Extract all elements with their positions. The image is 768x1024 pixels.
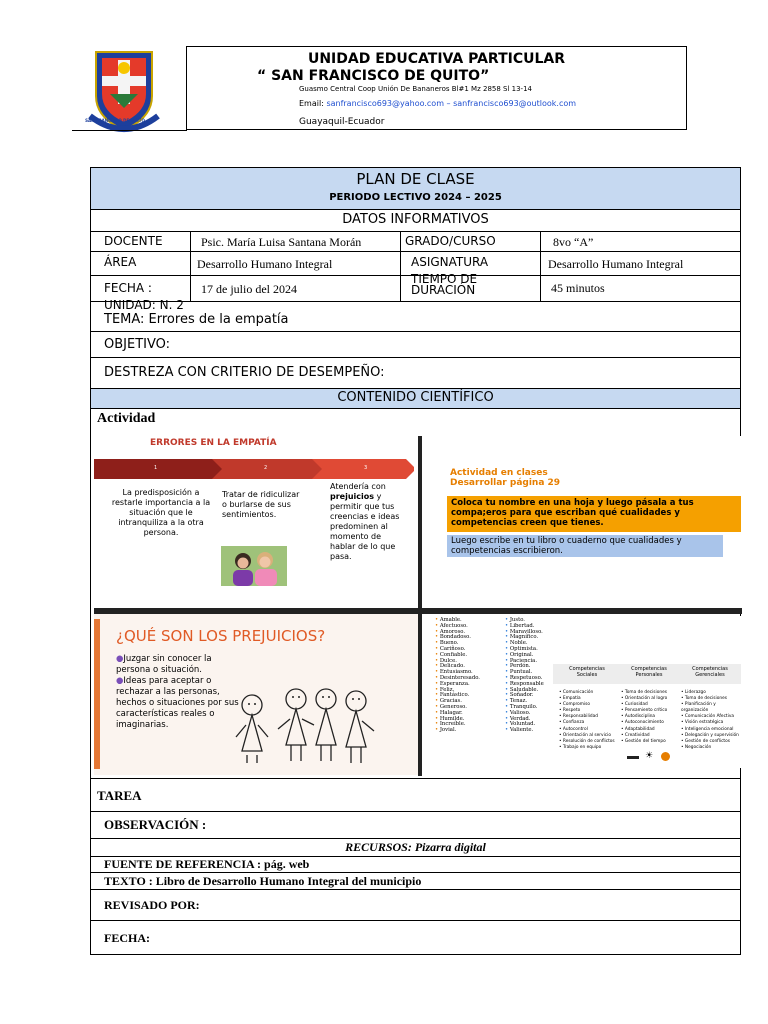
slide1-col3-a: Atendería con <box>330 482 386 491</box>
competencia-item-text: Adaptabilidad <box>624 726 655 732</box>
bullet-icon: • <box>559 720 563 726</box>
value-item-text: Puntual. <box>509 669 533 676</box>
bullet-icon: • <box>681 690 685 695</box>
value-item-text: Fantástico. <box>439 692 470 699</box>
bullet-icon: • <box>681 744 685 750</box>
bullet-icon: • <box>435 721 440 728</box>
value-item-text: Gracias. <box>439 698 462 705</box>
bullet-icon: • <box>435 692 440 699</box>
value-item-text: Amable. <box>439 617 462 623</box>
bullet-icon: • <box>435 727 440 734</box>
header-gerenciales: Competencias Gerenciales <box>692 666 728 678</box>
slide-actividad-en-clases <box>431 436 741 612</box>
bullet-icon: • <box>621 696 625 702</box>
slide3-item1-text: Juzgar sin conocer la persona o situación. <box>116 654 212 675</box>
competencia-item-text: Planificación y organización <box>681 702 716 714</box>
asignatura-label: ASIGNATURA <box>411 255 489 269</box>
slide-divider-horizontal <box>94 608 742 614</box>
bullet-icon: • <box>681 732 685 738</box>
fecha-value: 17 de julio del 2024 <box>201 282 297 296</box>
value-item-text: Halagar. <box>439 709 463 716</box>
competencia-item-text: Liderazgo <box>684 690 706 695</box>
competencia-item-text: Autocontrol <box>562 726 588 732</box>
value-item-text: Afectuoso. <box>439 622 468 629</box>
slide1-col3-bold: prejuicios <box>330 492 375 501</box>
tarea-label: TAREA <box>97 788 142 803</box>
bullet-icon: • <box>621 690 625 695</box>
bullet-icon: ● <box>116 654 124 664</box>
competencia-item-text: Gestión del tiempo <box>624 738 666 744</box>
competencia-item-text: Negociación <box>684 744 712 750</box>
bullet-icon: • <box>505 715 510 722</box>
bullet-icon: • <box>621 714 625 720</box>
value-item-text: Bueno. <box>439 640 459 647</box>
competencia-item-text: Toma de decisiones <box>684 696 727 702</box>
slide1-col1: La predisposición a restarle importancia a la situación que le intranquiliza a la otra persona. <box>111 488 211 537</box>
grado-value: 8vo “A” <box>553 235 594 249</box>
tarea-row <box>91 779 740 812</box>
value-item-text: Tranquilo. <box>509 703 538 710</box>
bullet-icon: • <box>505 617 510 623</box>
asignatura-value: Desarrollo Humano Integral <box>548 257 684 271</box>
bullet-icon: • <box>681 714 685 720</box>
fuente-row <box>91 857 740 873</box>
observacion-row <box>91 812 740 839</box>
decor-sun-icon: ☀ <box>645 751 654 761</box>
bullet-icon: • <box>505 703 510 710</box>
slide1-col3 <box>330 482 408 562</box>
school-address: Guasmo Central Coop Unión De Bananeros Bl#1 Mz 2858 Sl 13-14 <box>299 85 532 93</box>
slide1-col3-c: y permitir que tus creencias e ideas predominen al momento de hablar de lo que pasa. <box>330 492 400 561</box>
value-item-text: Responsable <box>509 680 544 687</box>
bullet-icon: • <box>621 702 625 708</box>
bullet-icon: • <box>435 663 440 670</box>
tema-label: TEMA: Errores de la empatía <box>104 312 289 327</box>
bullet-icon: • <box>435 640 440 647</box>
bullet-icon: • <box>621 720 625 726</box>
bullet-icon: • <box>681 702 685 708</box>
bullet-icon: • <box>435 680 440 687</box>
value-item-text: Saludable. <box>509 686 539 693</box>
bullet-icon: • <box>681 720 685 726</box>
value-item-text: Cariñoso. <box>439 645 466 652</box>
step-2: 2 <box>264 465 268 471</box>
bullet-icon: • <box>435 669 440 676</box>
objetivo-label: OBJETIVO: <box>104 337 171 352</box>
competencia-item-text: Curiosidad <box>624 702 648 708</box>
bullet-icon: • <box>505 634 510 641</box>
logo-caption: SAN FRANCISCO DE QUITO <box>85 118 145 123</box>
fecha-label: FECHA : <box>104 281 152 295</box>
bullet-icon: • <box>681 696 685 702</box>
value-item-text: Humilde. <box>439 715 465 722</box>
slide3-item2-text: Ideas para aceptar o rechazar a las personas, hechos o situaciones por sus características reales o imaginarias. <box>116 676 239 730</box>
decor-dot-icon <box>661 752 670 761</box>
value-item-text: Respetuoso. <box>509 674 543 681</box>
decor-dash-icon <box>627 756 639 759</box>
col-sociales <box>559 690 619 751</box>
slide2-title <box>450 468 560 488</box>
bullet-icon: • <box>505 663 510 670</box>
bullet-icon: • <box>559 714 563 720</box>
value-item-text: Magnífico. <box>509 634 539 641</box>
friends-photo <box>221 546 287 586</box>
fecha-final-row <box>91 921 740 954</box>
destreza-row <box>91 358 740 389</box>
competencia-item-text: Toma de decisiones <box>624 690 667 695</box>
value-item <box>505 728 565 734</box>
value-item-text: Soñador. <box>509 692 534 699</box>
slide3-title: ¿QUÉ SON LOS PREJUICIOS? <box>116 627 326 645</box>
competencia-item-text: Resolución de conflictos <box>562 738 615 744</box>
docente-label: DOCENTE <box>104 234 163 248</box>
value-item-text: Verdad. <box>509 715 531 722</box>
email-separator: – <box>444 99 454 108</box>
col-personales <box>621 690 681 745</box>
slide2-orange-box: Coloca tu nombre en una hoja y luego pásala a tus compa;eros para que escriban qué cualidades y competencias creen que tienes. <box>447 496 741 532</box>
bullet-icon: • <box>505 657 510 664</box>
value-item-text: Increíble. <box>439 721 466 728</box>
actividad-label: Actividad <box>97 411 156 426</box>
value-item-text: Generoso. <box>439 703 467 710</box>
tiempo-label-line1: TIEMPO DE <box>411 272 478 286</box>
value-item-text: Bondadoso. <box>439 634 471 641</box>
unidad-label: UNIDAD: N. 2 <box>104 298 184 312</box>
value-item-text: Libertad. <box>509 622 535 629</box>
plan-period: PERIODO LECTIVO 2024 – 2025 <box>329 192 502 203</box>
bullet-icon: • <box>435 674 440 681</box>
value-item <box>435 728 493 734</box>
competencia-item <box>681 745 739 751</box>
slide2-title-line1: Actividad en clases <box>450 468 548 478</box>
bullet-icon: • <box>559 690 563 695</box>
texto-label: TEXTO : Libro de Desarrollo Humano Integral del municipio <box>104 874 422 888</box>
value-item-text: Jovial. <box>439 727 457 734</box>
bullet-icon: • <box>435 703 440 710</box>
bullet-icon: • <box>505 698 510 705</box>
tiempo-label <box>411 274 477 296</box>
competencia-item-text: Autodisciplina <box>624 714 656 720</box>
bullet-icon: • <box>435 698 440 705</box>
bullet-icon: • <box>435 634 440 641</box>
slide3-list <box>116 654 246 731</box>
value-item-text: Entusiasmo. <box>439 669 473 676</box>
destreza-label: DESTREZA CON CRITERIO DE DESEMPEÑO: <box>104 365 385 380</box>
school-subtitle: “ SAN FRANCISCO DE QUITO” <box>257 68 490 84</box>
school-name: UNIDAD EDUCATIVA PARTICULAR <box>307 51 566 67</box>
competencia-item-text: Empatía <box>562 696 581 702</box>
value-item-text: Feliz. <box>439 686 455 693</box>
competencia-item-text: Orientación al logro <box>624 696 668 702</box>
bullet-icon: • <box>505 727 510 734</box>
revisado-row <box>91 890 740 921</box>
value-item-text: Optimista. <box>509 645 538 652</box>
bullet-icon: • <box>559 738 563 744</box>
bullet-icon: • <box>435 657 440 664</box>
bullet-icon: • <box>435 686 440 693</box>
bullet-icon: • <box>559 708 563 714</box>
bullet-icon: • <box>621 726 625 732</box>
slide1-col2: Tratar de ridiculizar o burlarse de sus sentimientos. <box>222 490 300 519</box>
bullet-icon: • <box>435 617 440 623</box>
value-item-text: Confiable. <box>439 651 468 658</box>
bullet-icon: • <box>505 640 510 647</box>
header-personales: Competencias Personales <box>631 666 667 678</box>
tiempo-value: 45 minutos <box>551 281 605 295</box>
bullet-icon: • <box>505 686 510 693</box>
contenido-heading: CONTENIDO CIENTÍFICO <box>337 390 494 405</box>
slide2-title-line2: Desarrollar página 29 <box>450 478 561 488</box>
slide1-title: ERRORES EN LA EMPATÍA <box>150 438 277 448</box>
lesson-plan-table <box>90 167 741 955</box>
grado-label: GRADO/CURSO <box>405 234 496 248</box>
value-item-text: Esperanza. <box>439 680 470 687</box>
competencia-item-text: Comunicación Afectiva <box>684 714 734 720</box>
competencia-item-text: Pensamiento crítico <box>624 708 668 714</box>
value-item-text: Voluntad. <box>509 721 536 728</box>
header-sociales: Competencias Sociales <box>569 666 605 678</box>
docente-row <box>91 232 740 252</box>
competencia-item-text: Respeto <box>562 708 581 714</box>
bullet-icon: • <box>505 651 510 658</box>
bullet-icon: • <box>505 709 510 716</box>
value-item-text: Dulce. <box>439 657 457 664</box>
datos-row <box>91 210 740 232</box>
plan-title-row <box>91 168 740 210</box>
competencia-item-text: Confianza <box>562 720 585 726</box>
slide-divider-vertical <box>418 436 422 776</box>
value-item-text: Noble. <box>509 640 528 647</box>
competencia-item-text: Visión estratégica <box>684 720 724 726</box>
competencia-item <box>681 702 739 714</box>
bullet-icon: • <box>621 738 625 744</box>
value-item-text: Perdón. <box>509 663 531 670</box>
bullet-icon: • <box>435 645 440 652</box>
bullet-icon: • <box>435 709 440 716</box>
value-item-text: Desinteresado. <box>439 674 480 681</box>
col-gerenciales <box>681 690 739 751</box>
tiempo-label-line2: DURACIÓN <box>411 283 476 297</box>
value-item-text: Justo. <box>509 617 525 623</box>
value-item-text: Delicado. <box>439 663 465 670</box>
bullet-icon: • <box>435 715 440 722</box>
bullet-icon: • <box>505 674 510 681</box>
texto-row <box>91 873 740 890</box>
school-city: Guayaquil-Ecuador <box>299 117 385 127</box>
value-item-text: Valiente. <box>509 727 534 734</box>
bullet-icon: • <box>505 645 510 652</box>
plan-title: PLAN DE CLASE <box>356 170 475 188</box>
competencia-item-text: Responsabilidad <box>562 714 598 720</box>
bullet-icon: • <box>505 628 510 635</box>
email-link-outlook[interactable]: sanfrancisco693@outlook.com <box>453 99 577 108</box>
competencia-item-text: Comunicación <box>562 690 594 695</box>
bullet-icon: • <box>559 732 563 738</box>
step-3: 3 <box>364 465 368 471</box>
bullet-icon: • <box>681 738 685 744</box>
school-email <box>299 99 576 108</box>
competencia-item-text: Autoconocimiento <box>624 720 664 726</box>
school-header-box <box>186 46 687 130</box>
docente-value: Psic. María Luisa Santana Morán <box>201 235 362 249</box>
bullet-icon: • <box>621 732 625 738</box>
header-underline <box>72 130 187 131</box>
bullet-icon: • <box>505 669 510 676</box>
area-label: ÁREA <box>104 255 137 269</box>
revisado-label: REVISADO POR: <box>104 898 200 912</box>
slide2-blue-box: Luego escribe en tu libro o cuaderno que cualidades y competencias escribieron. <box>447 535 723 557</box>
slide-errores-empatia <box>94 436 414 608</box>
recursos-label: RECURSOS: Pizarra digital <box>345 840 486 854</box>
recursos-row <box>91 839 740 857</box>
competencia-item-text: Orientación al servicio <box>562 732 611 738</box>
bullet-icon: • <box>435 622 440 629</box>
value-item-text: Maravilloso. <box>509 628 543 635</box>
step-1: 1 <box>154 465 158 471</box>
observacion-label: OBSERVACIÓN : <box>104 817 207 832</box>
slide-competencias <box>431 616 741 768</box>
bullet-icon: • <box>559 744 563 750</box>
slide3-item2 <box>116 676 246 731</box>
contenido-row <box>91 389 740 409</box>
email-label: Email: <box>299 99 324 108</box>
value-item-text: Paciencia. <box>509 657 538 664</box>
bullet-icon: • <box>505 680 510 687</box>
competencia-item <box>621 739 681 745</box>
datos-heading: DATOS INFORMATIVOS <box>342 212 489 227</box>
email-link-yahoo[interactable]: sanfrancisco693@yahoo.com <box>326 99 444 108</box>
value-item-text: Tenaz. <box>509 698 528 705</box>
competencia-item-text: Creatividad <box>624 732 650 738</box>
slide3-item1 <box>116 654 246 676</box>
values-list-left <box>435 618 493 734</box>
bullet-icon: • <box>681 726 685 732</box>
bullet-icon: • <box>559 702 563 708</box>
value-item-text: Amoroso. <box>439 628 466 635</box>
competencia-item-text: Trabajo en equipo <box>562 744 602 750</box>
objetivo-row <box>91 332 740 358</box>
slide-prejuicios <box>94 613 419 775</box>
fecha-final-label: FECHA: <box>104 931 150 945</box>
competencia-item-text: Delegación y supervisión <box>684 732 739 738</box>
competencia-item-text: Inteligencia emocional <box>684 726 734 732</box>
bullet-icon: ● <box>116 676 124 686</box>
bullet-icon: • <box>559 696 563 702</box>
unidad-tema-row <box>91 298 740 332</box>
bullet-icon: • <box>435 628 440 635</box>
bullet-icon: • <box>505 721 510 728</box>
bullet-icon: • <box>505 622 510 629</box>
bullet-icon: • <box>505 692 510 699</box>
competencia-item <box>559 745 619 751</box>
value-item-text: Valioso. <box>509 709 531 716</box>
bullet-icon: • <box>435 651 440 658</box>
bullet-icon: • <box>559 726 563 732</box>
stick-figures-illustration <box>234 685 384 765</box>
fuente-label: FUENTE DE REFERENCIA : pág. web <box>104 857 310 871</box>
fecha-row <box>91 272 740 302</box>
slide3-accent-bar <box>94 619 100 769</box>
value-item-text: Original. <box>509 651 534 658</box>
area-value: Desarrollo Humano Integral <box>197 257 333 271</box>
competencia-item-text: Gestión de conflictos <box>684 738 730 744</box>
bullet-icon: • <box>621 708 625 714</box>
competencia-item-text: Compromiso <box>562 702 590 708</box>
